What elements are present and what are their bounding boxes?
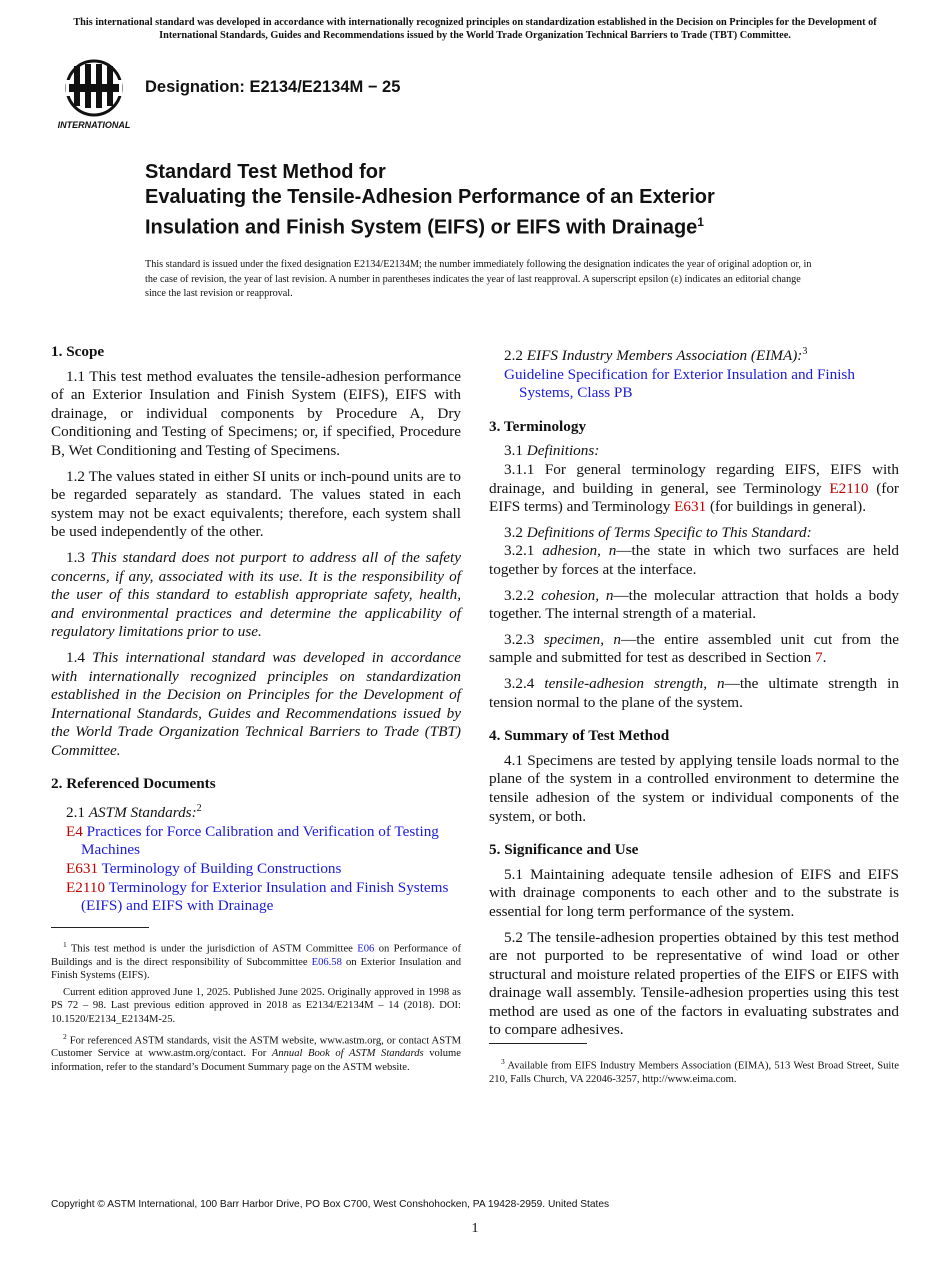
footnote-text: For referenced ASTM standards, visit the ASTM website, www.astm.org, or contact ASTM Customer Service at www.astm.org/contact. For (51, 1035, 461, 1060)
copyright: Copyright © ASTM International, 100 Barr Harbor Drive, PO Box C700, West Conshohocken, PA 19428-2959. United States (51, 1199, 610, 1210)
paragraph-4-1: 4.1 Specimens are tested by applying tensile loads normal to the plane of the system in a controlled environment to determine the tensile adhesion of the system or individual components of the system, or both. (489, 751, 899, 825)
paragraph-number: 1.4 (66, 648, 93, 666)
footnote-mark[interactable]: 2 (196, 803, 202, 815)
definition-number: 3.2.2 (504, 586, 542, 604)
reference-title[interactable]: Terminology for Exterior Insulation and Finish Systems (EIFS) and EIFS with Drainage (81, 878, 449, 915)
footnote-mark: 3 (501, 1057, 505, 1066)
title-line-1: Standard Test Method for (145, 161, 386, 183)
reference-item[interactable] (51, 823, 461, 860)
paragraph-label: EIFS Industry Members Association (EIMA): (526, 347, 803, 365)
footnote-divider (51, 927, 149, 928)
subcommittee-link[interactable]: E06.58 (311, 956, 342, 968)
footnote-2 (51, 1030, 461, 1074)
right-column (489, 343, 899, 1047)
title-line-2: Evaluating the Tensile-Adhesion Performance of an Exterior (145, 186, 715, 208)
paragraph-label: Definitions of Terms Specific to This Standard: (526, 523, 812, 541)
footnotes-left (51, 938, 461, 1078)
reference-link[interactable]: E2110 (829, 479, 869, 497)
paragraph-number: 2.1 (66, 804, 89, 822)
paragraph-number: 3.1 (504, 442, 527, 460)
paragraph-number: 2.2 (504, 347, 527, 365)
footnote-text: on Performance of Buildings and is the direct responsibility of Subcommittee (51, 943, 461, 968)
reference-code[interactable]: E2110 (66, 878, 106, 896)
top-notice: This international standard was developed in accordance with internationally recognized principles on standardization established in the Decision on Principles for the Development of International Standards, Guides and Recommendations issued by the World Trade Organization Technical Barriers to Trade (TBT) Committee. (73, 17, 877, 41)
paragraph-text: (for EIFS terms) and Terminology (489, 479, 899, 516)
reference-code[interactable]: E4 (66, 822, 83, 840)
footnote-1-edition: Current edition approved June 1, 2025. Published June 2025. Originally approved in 1998 as PS 72 – 98. Last previous edition approved in 2018 as E2134/E2134M – 14 (2018). DOI: 10.1520/E2134_E2134M-25. (51, 987, 461, 1025)
paragraph-number: 3.2 (504, 523, 527, 541)
definition-3-2-4 (489, 675, 899, 712)
paragraph-3-2 (489, 524, 899, 543)
definition-3-2-2 (489, 587, 899, 624)
section-3-heading: 3. Terminology (489, 417, 587, 435)
footnote-divider (489, 1043, 587, 1044)
paragraph-2-1 (51, 800, 461, 823)
paragraph-text: (for buildings in general). (706, 498, 867, 516)
logo-text: INTERNATIONAL (57, 120, 131, 130)
paragraph-text: 3.1.1 For general terminology regarding EIFS, EIFS with drainage, and building in general, see Terminology (489, 461, 899, 497)
definition-term: tensile-adhesion strength, n (544, 674, 725, 692)
paragraph-5-2: 5.2 The tensile-adhesion properties obtained by this test method are not purported to be representative of wind load or other structural and moisture related properties of the EIFS or EIFS with drainage wall assembly. Tensile-adhesion properties using this test method are used as one of the factors in evaluating substrates and to compare adhesives. (489, 928, 899, 1039)
footnote-text: on Exterior Insulation and Finish Systems (EIFS). (51, 956, 462, 981)
definition-number: 3.2.1 (504, 542, 543, 560)
footnote-mark: 1 (63, 940, 67, 949)
footnote-italic: Annual Book of ASTM Standards (271, 1048, 424, 1060)
paragraph-1-1: 1.1 This test method evaluates the tensile-adhesion performance of an Exterior Insulation and Finish System (EIFS), EIFS with drainage, or individual components by Procedure A, Dry Conditioning and Testing of Specimens; or, if specified, Procedure B, Wet Conditioning and Testing of Specimens. (51, 367, 461, 459)
definition-number: 3.2.4 (504, 674, 545, 692)
paragraph-text: This standard does not purport to address all of the safety concerns, if any, associated with its use. It is the responsibility of the user of this standard to establish appropriate safety, health, and environmental practices and determine the applicability of regulatory limitations prior to use. (51, 548, 462, 641)
issue-note: This standard is issued under the fixed designation E2134/E2134M; the number immediately following the designation indicates the year of original adoption or, in the case of revision, the year of last revision. A number in parentheses indicates the year of last reapproval. A superscript epsilon (ε) indicates an editorial change since the last revision or reapproval. (145, 259, 812, 299)
paragraph-1-3 (51, 549, 461, 642)
section-2-heading: 2. Referenced Documents (51, 775, 216, 793)
paragraph-2-2 (489, 343, 899, 366)
section-1-heading: 1. Scope (51, 343, 105, 360)
footnote-text: Available from EIFS Industry Members Association (EIMA), 513 West Broad Street, Suite 210, Falls Church, VA 22046-3257, http://www.eima.com. (489, 1060, 899, 1085)
committee-link[interactable]: E06 (357, 943, 375, 955)
eima-reference[interactable]: Guideline Specification for Exterior Insulation and Finish Systems, Class PB (504, 365, 855, 402)
definition-text: . (822, 649, 827, 667)
paragraph-number: 1.3 (66, 548, 91, 566)
definition-text: —the ultimate strength in tension normal to the plane of the system. (489, 674, 899, 711)
astm-logo-icon (52, 56, 136, 132)
page-number: 1 (471, 1221, 479, 1236)
paragraph-1-2: 1.2 The values stated in either SI units or inch-pound units are to be regarded separately as standard. The values stated in each system may not be exact equivalents; therefore, each system shall be used independently of the other. (51, 467, 461, 541)
footnote-mark: 2 (63, 1031, 67, 1041)
definition-text: —the state in which two surfaces are held together by forces at the interface. (489, 542, 900, 578)
definition-number: 3.2.3 (504, 630, 544, 648)
footnote-text: This test method is under the jurisdiction of ASTM Committee (66, 943, 358, 955)
definition-text: —the molecular attraction that holds a body together. The internal strength of a material. (489, 586, 899, 623)
paragraph-3-1 (489, 442, 899, 461)
astm-logo (52, 56, 136, 132)
definition-3-2-1 (489, 542, 899, 579)
definition-term: cohesion, n (541, 586, 614, 604)
footnote-text: volume information, refer to the standard’s Document Summary page on the ASTM website. (51, 1048, 461, 1073)
paragraph-text: This international standard was developed in accordance with internationally recognized principles on standardization established in the Decision on Principles for the Development of International Standards, Guides and Recommendations issued by the World Trade Organization Technical Barriers to Trade (TBT) Committee. (51, 648, 462, 759)
paragraph-label: ASTM Standards: (88, 804, 197, 822)
definition-term: specimen, n (543, 630, 621, 648)
reference-title[interactable]: Terminology of Building Constructions (101, 859, 342, 877)
reference-link[interactable]: E631 (674, 498, 707, 516)
reference-item[interactable] (51, 879, 461, 916)
paragraph-1-4 (51, 649, 461, 761)
footnote-1 (51, 938, 461, 982)
reference-item[interactable] (51, 860, 461, 879)
definition-text: —the entire assembled unit cut from the sample and submitted for test as described in Section (489, 630, 899, 667)
left-column (51, 343, 461, 916)
section-4-heading: 4. Summary of Test Method (489, 727, 670, 745)
reference-code[interactable]: E631 (66, 859, 99, 877)
footnotes-right (489, 1055, 899, 1090)
footnote-3 (489, 1055, 899, 1086)
definition-term: adhesion, n (542, 542, 617, 560)
reference-title[interactable]: Practices for Force Calibration and Verification of Testing Machines (81, 822, 439, 859)
section-5-heading: 5. Significance and Use (489, 841, 639, 859)
footnote-mark[interactable]: 3 (802, 346, 808, 357)
title-footnote-mark[interactable]: 1 (697, 215, 704, 229)
section-link[interactable]: 7 (815, 649, 823, 667)
designation: Designation: E2134/E2134M − 25 (145, 78, 401, 96)
paragraph-label: Definitions: (526, 442, 600, 460)
title-line-3: Insulation and Finish System (EIFS) or EIFS with Drainage (145, 216, 698, 239)
paragraph-5-1: 5.1 Maintaining adequate tensile adhesion of EIFS and EIFS with drainage components to each other and to the substrate is essential for long term performance of the system. (489, 865, 899, 920)
paragraph-3-1-1 (489, 461, 899, 517)
definition-3-2-3 (489, 631, 899, 668)
document-title (145, 160, 845, 241)
